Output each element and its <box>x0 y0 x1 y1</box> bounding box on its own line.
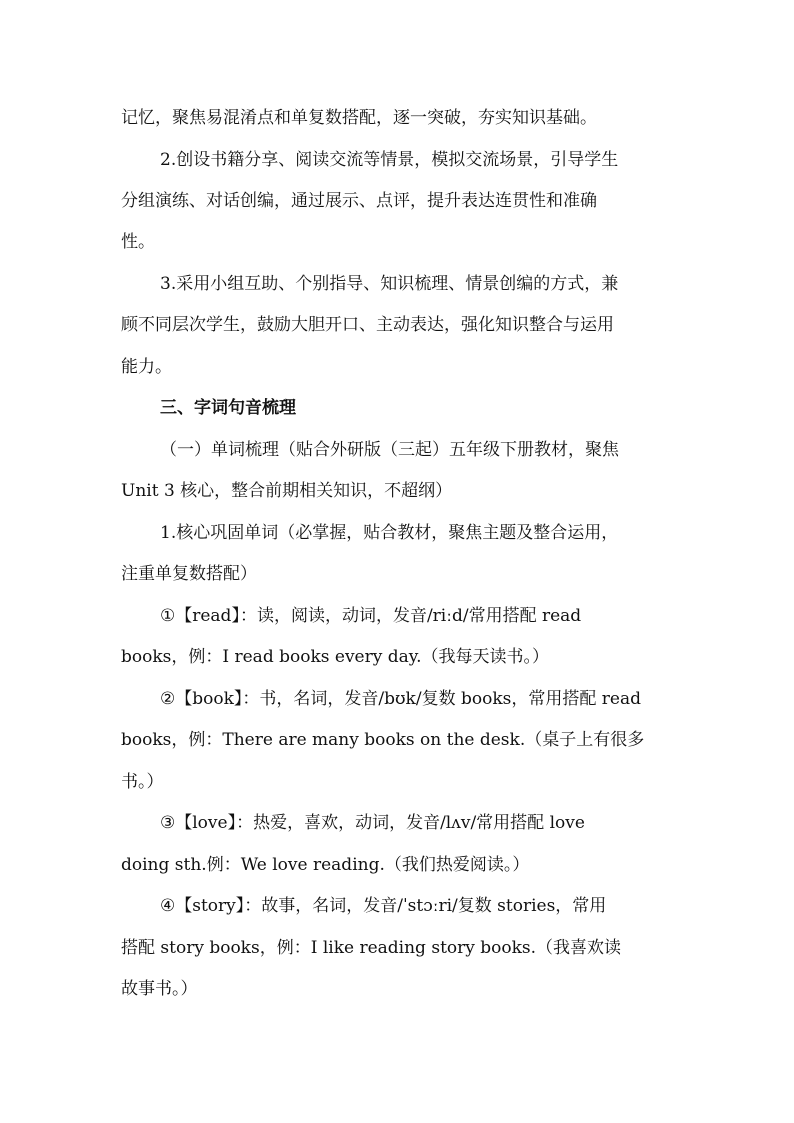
paragraph-line: 3.采用小组互助、个别指导、知识梳理、情景创编的方式，兼 <box>160 274 619 294</box>
paragraph-line: Unit 3 核心，整合前期相关知识，不超纲） <box>121 481 453 501</box>
paragraph-line: （一）单词梳理（贴合外研版（三起）五年级下册教材，聚焦 <box>160 440 619 460</box>
vocab-entry-line: books，例：I read books every day.（我每天读书。） <box>121 647 550 667</box>
vocab-entry-line: 故事书。） <box>121 979 198 999</box>
paragraph-line: 顾不同层次学生，鼓励大胆开口、主动表达，强化知识整合与运用 <box>121 315 614 335</box>
paragraph-line: 性。 <box>121 232 155 252</box>
paragraph-line: 注重单复数搭配） <box>121 564 257 584</box>
vocab-entry-line: doing sth.例：We love reading.（我们热爱阅读。） <box>121 855 530 875</box>
vocab-entry-line: ④【story】：故事，名词，发音/ˈstɔːri/复数 stories，常用 <box>160 896 607 916</box>
vocab-entry-line: books，例：There are many books on the desk.（桌子上有很多 <box>121 730 645 750</box>
paragraph-line: 分组演练、对话创编，通过展示、点评，提升表达连贯性和准确 <box>121 191 597 211</box>
paragraph-line: 2.创设书籍分享、阅读交流等情景，模拟交流场景，引导学生 <box>160 150 619 170</box>
paragraph-line: 能力。 <box>121 357 172 377</box>
paragraph-line: 1.核心巩固单词（必掌握，贴合教材，聚焦主题及整合运用， <box>160 523 619 543</box>
vocab-entry-line: ③【love】：热爱，喜欢，动词，发音/lʌv/常用搭配 love <box>160 813 585 833</box>
vocab-entry-line: ①【read】：读，阅读，动词，发音/riːd/常用搭配 read <box>160 606 582 626</box>
vocab-entry-line: 搭配 story books，例：I like reading story books.（我喜欢读 <box>121 938 622 958</box>
paragraph-line: 记忆，聚焦易混淆点和单复数搭配，逐一突破，夯实知识基础。 <box>121 108 597 128</box>
vocab-entry-line: 书。） <box>121 772 164 792</box>
section-heading: 三、字词句音梳理 <box>160 398 296 418</box>
vocab-entry-line: ②【book】：书，名词，发音/bʊk/复数 books，常用搭配 read <box>160 689 641 709</box>
